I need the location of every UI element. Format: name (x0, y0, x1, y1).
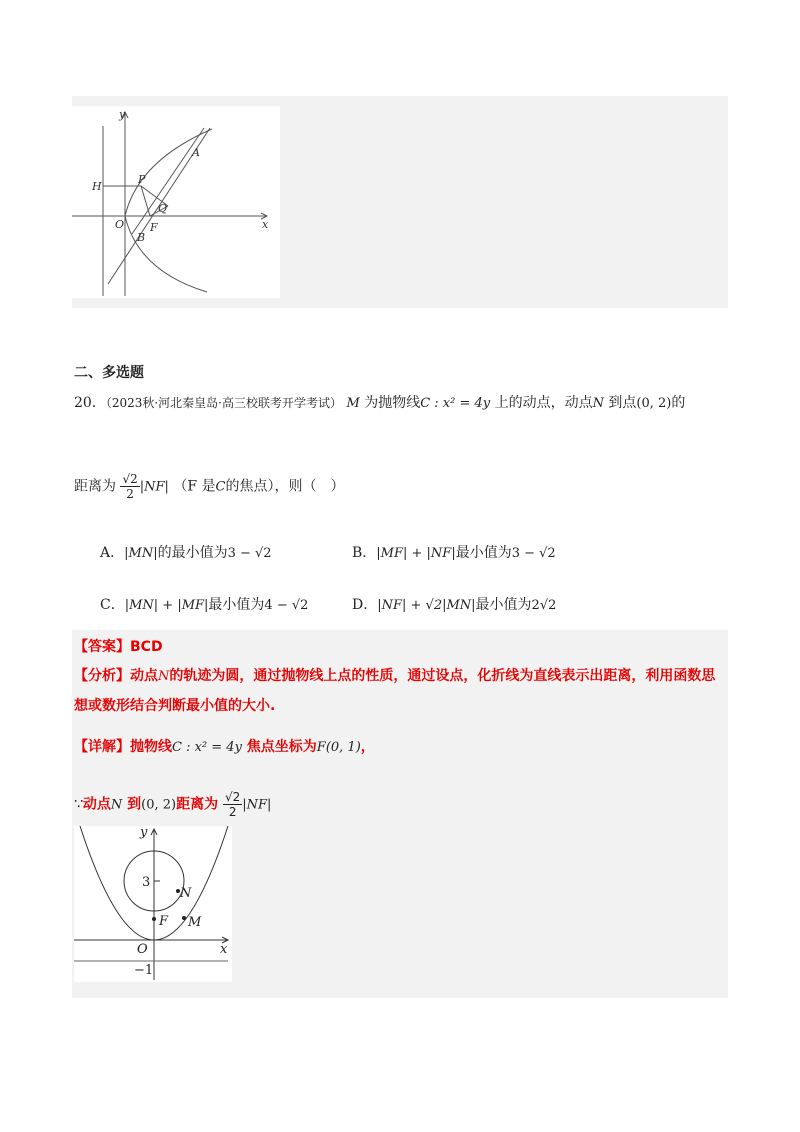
q-text-6: （F 是 (173, 478, 216, 495)
detail-text-4: 到 (127, 796, 142, 813)
analysis-tag: 【分析】 (74, 668, 130, 684)
fraction-sqrt2-over-2 (120, 472, 139, 501)
parabola-figure-1-svg (72, 106, 280, 298)
fig2-y-label: y (140, 826, 148, 840)
fig1-O-label: O (115, 218, 125, 231)
var-N: N (592, 396, 604, 411)
detail-line-1 (74, 738, 375, 757)
detail-line-2 (74, 790, 271, 819)
question-line-2 (74, 472, 344, 501)
point-0-2: (0, 2) (636, 396, 672, 411)
detail-abs-NF: |NF| (242, 797, 272, 813)
q-text-3: 到点 (608, 395, 637, 411)
analysis-line-2 (74, 697, 275, 715)
option-A-value: 3 − √2 (227, 546, 272, 561)
question-number: 20． (74, 395, 106, 411)
abs-NF: |NF| (139, 479, 169, 495)
detail-var-N: N (110, 797, 123, 813)
answer-value: BCD (130, 639, 163, 655)
analysis-text-1a: 动点 (130, 668, 158, 684)
option-B-text: 最小值为 (455, 545, 512, 561)
option-D-value: 2√2 (531, 598, 557, 613)
detail-text-2: 焦点坐标为 (246, 739, 317, 755)
option-C-label: C． (100, 597, 125, 613)
option-B-value: 3 − √2 (511, 546, 556, 561)
option-C-expr: |MN| + |MF| (124, 598, 209, 613)
option-B-label: B． (352, 545, 377, 561)
fig2-M-label: M (188, 915, 202, 930)
option-C-value: 4 − √2 (264, 598, 309, 613)
question-line-1 (74, 394, 685, 413)
fig1-H-label: H (92, 180, 102, 193)
fraction-denominator: 2 (126, 487, 134, 501)
fig1-A-label: A (192, 146, 200, 159)
option-C[interactable] (100, 596, 308, 615)
analysis-text-1b: 的轨迹为圆，通过抛物线上点的性质，通过设点，化折线为直线表示出距离，利用函数思 (169, 668, 716, 684)
detail-comma: ， (360, 739, 375, 755)
detail-fraction (223, 790, 242, 819)
fig2-x-label: x (220, 942, 228, 957)
option-B-expr: |MF| + |NF| (376, 546, 456, 561)
answer-line (74, 638, 163, 656)
detail-curve: C : x² = 4y (172, 740, 242, 755)
option-A-text: 的最小值为 (157, 545, 228, 561)
option-D-label: D． (352, 597, 378, 613)
fig2-three-label: 3 (142, 875, 151, 890)
q-text-5: 距离为 (74, 478, 116, 495)
fig2-N-label: N (180, 886, 192, 901)
q-text-4: 的 (671, 395, 686, 411)
detail-tag: 【详解】 (74, 739, 130, 755)
fig1-F-label: F (150, 221, 158, 234)
parabola-figure-2 (74, 826, 232, 982)
var-C: C (215, 479, 226, 495)
option-B[interactable] (352, 544, 556, 563)
option-D-expr: |NF| + √2|MN| (377, 598, 476, 613)
section-title: 二、多选题 (74, 365, 144, 381)
q-text-1: 为抛物线 (364, 395, 421, 411)
option-C-text: 最小值为 (208, 597, 265, 613)
answer-tag: 【答案】 (74, 639, 130, 655)
detail-text-1: 抛物线 (130, 739, 172, 755)
fig1-x-label: x (262, 218, 269, 231)
fig2-F-label: F (159, 914, 169, 929)
fig1-P-label: P (138, 173, 146, 186)
analysis-line-1 (74, 667, 715, 686)
analysis-text-2: 想或数形结合判断最小值的大小. (74, 698, 276, 714)
detail-fraction-denominator: 2 (228, 805, 237, 819)
question-source: （2023秋·河北秦皇岛·高三校联考开学考试） (105, 396, 342, 410)
fig1-B-label: B (137, 231, 146, 244)
fig2-O-label: O (137, 942, 148, 957)
detail-focus: F(0, 1) (316, 740, 361, 755)
detail-text-3: 动点 (82, 796, 111, 813)
option-D[interactable] (352, 596, 556, 615)
fraction-numerator: √2 (122, 472, 138, 486)
q-text-2: 上的动点，动点 (494, 395, 593, 411)
parabola-figure-2-svg (74, 826, 232, 982)
analysis-var-N: N (158, 669, 170, 684)
point-M-dot (182, 916, 186, 920)
option-D-text: 最小值为 (475, 597, 532, 613)
fig2-minus1-label: −1 (134, 963, 154, 978)
option-A-expr: |MN| (124, 546, 158, 561)
option-A[interactable] (100, 544, 272, 563)
q-text-7: 的焦点），则（ ） (225, 478, 345, 495)
point-F-dot (152, 917, 156, 921)
detail-point: (0, 2) (141, 797, 177, 813)
parabola-figure-1 (72, 106, 280, 298)
curve-equation: C : x² = 4y (420, 396, 491, 411)
var-M: M (346, 396, 360, 411)
because-symbol: ∵ (74, 796, 83, 813)
fig1-Q-label: Q (158, 202, 168, 215)
option-A-label: A． (100, 545, 125, 561)
detail-fraction-numerator: √2 (225, 790, 241, 804)
detail-text-5: 距离为 (176, 796, 219, 813)
fig1-y-label: y (119, 108, 126, 121)
